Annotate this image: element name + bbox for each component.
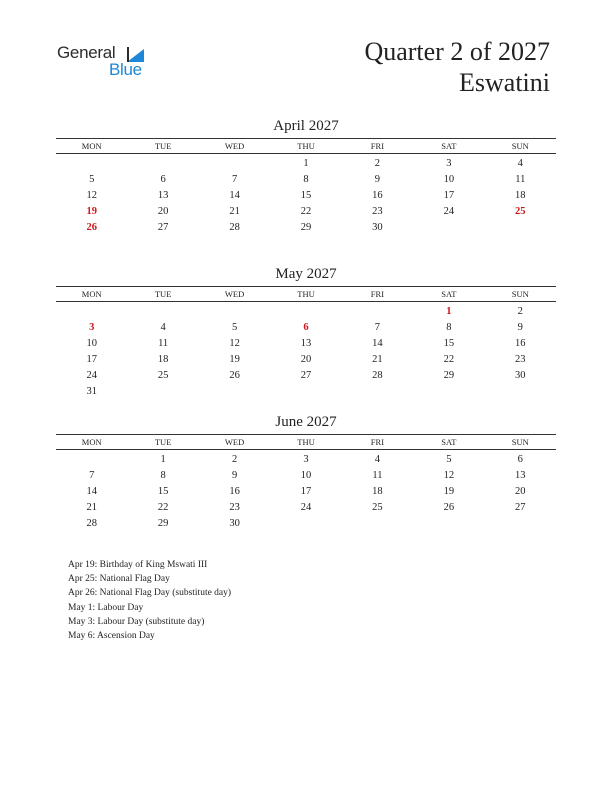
- day-cell: 18: [157, 354, 169, 365]
- day-cell: 27: [300, 370, 312, 381]
- empty-cell: [342, 304, 413, 320]
- day-cell: 25: [372, 502, 383, 513]
- empty-cell: [270, 384, 341, 400]
- day-cell: 2: [374, 158, 381, 169]
- weekday-label: WED: [224, 289, 245, 299]
- day-cell: 17: [443, 190, 455, 201]
- logo-text-blue: Blue: [109, 60, 142, 79]
- weekday-label: SAT: [441, 289, 457, 299]
- empty-cell: [413, 516, 484, 532]
- week-row: [56, 468, 556, 484]
- weekday-label: THU: [297, 141, 315, 151]
- weekday-label: SUN: [511, 289, 529, 299]
- week-row: [56, 500, 556, 516]
- day-cell: 21: [86, 502, 97, 513]
- holiday-note: May 6: Ascension Day: [68, 631, 155, 642]
- holiday-notes: [68, 558, 231, 643]
- weekday-label: THU: [297, 437, 315, 447]
- month-may: [56, 264, 556, 400]
- day-cell: 6: [160, 174, 166, 185]
- day-cell: 11: [158, 338, 169, 349]
- day-cell: 19: [443, 486, 455, 497]
- empty-cell: [56, 452, 127, 468]
- day-cell: 8: [303, 174, 309, 185]
- day-cell: 5: [231, 322, 238, 333]
- weekday-label: FRI: [370, 437, 385, 447]
- day-cell: 22: [300, 206, 312, 217]
- day-cell: 20: [515, 486, 526, 497]
- day-cell: 15: [443, 338, 455, 349]
- week-row: [56, 368, 556, 384]
- day-cell: 19: [229, 354, 240, 365]
- day-cell: 21: [372, 354, 383, 365]
- day-cell: 18: [515, 190, 526, 201]
- weekday-label: TUE: [154, 141, 172, 151]
- calendar-grid: [56, 304, 556, 400]
- empty-cell: [413, 220, 484, 236]
- day-cell: 24: [443, 206, 455, 217]
- holiday-note: Apr 19: Birthday of King Mswati III: [68, 560, 208, 570]
- day-cell: 8: [446, 322, 452, 333]
- day-cell: 26: [229, 370, 240, 381]
- week-row: [56, 156, 556, 172]
- empty-cell: [56, 304, 127, 320]
- quarter-title: Quarter 2 of 2027: [364, 37, 550, 66]
- logo-text-general: General: [57, 43, 116, 62]
- day-cell: 3: [446, 158, 452, 169]
- week-row: [56, 516, 556, 532]
- week-row: [56, 452, 556, 468]
- week-row: [56, 172, 556, 188]
- holiday-day-cell: 3: [89, 322, 95, 333]
- holiday-note: Apr 25: National Flag Day: [68, 574, 170, 585]
- day-cell: 16: [515, 338, 526, 349]
- day-cell: 18: [372, 486, 383, 497]
- day-cell: 25: [157, 370, 169, 381]
- weekday-label: MON: [81, 289, 102, 299]
- empty-cell: [485, 516, 556, 532]
- day-cell: 13: [300, 338, 312, 349]
- empty-cell: [485, 384, 556, 400]
- day-cell: 31: [86, 386, 97, 397]
- day-cell: 6: [517, 454, 523, 465]
- day-cell: 5: [89, 174, 95, 185]
- day-cell: 4: [374, 454, 381, 465]
- day-cell: 3: [303, 454, 309, 465]
- day-cell: 24: [86, 370, 97, 381]
- month-title: June 2027: [275, 414, 337, 430]
- weekday-label: SAT: [441, 141, 457, 151]
- weekday-label: SAT: [441, 437, 457, 447]
- day-cell: 16: [229, 486, 240, 497]
- holiday-day-cell: 1: [446, 306, 452, 317]
- day-cell: 4: [160, 322, 166, 333]
- calendar-grid: [56, 452, 556, 532]
- day-cell: 12: [443, 470, 455, 481]
- day-cell: 22: [157, 502, 169, 513]
- empty-cell: [485, 220, 556, 236]
- day-cell: 12: [229, 338, 240, 349]
- weekday-label: WED: [224, 141, 245, 151]
- weekday-label: MON: [81, 141, 102, 151]
- day-cell: 17: [300, 486, 312, 497]
- day-cell: 10: [86, 338, 97, 349]
- day-cell: 24: [300, 502, 312, 513]
- day-cell: 23: [229, 502, 240, 513]
- weekday-label: FRI: [370, 289, 385, 299]
- brand-logo: [57, 43, 157, 83]
- week-row: [56, 384, 556, 400]
- week-row: [56, 188, 556, 204]
- week-row: [56, 352, 556, 368]
- day-cell: 20: [157, 206, 169, 217]
- week-row: [56, 320, 556, 336]
- empty-cell: [127, 156, 198, 172]
- day-cell: 10: [443, 174, 455, 185]
- empty-cell: [127, 304, 198, 320]
- day-cell: 30: [515, 370, 526, 381]
- holiday-day-cell: 6: [303, 322, 309, 333]
- day-cell: 14: [372, 338, 383, 349]
- day-cell: 14: [229, 190, 240, 201]
- day-cell: 5: [446, 454, 452, 465]
- empty-cell: [56, 156, 127, 172]
- day-cell: 22: [443, 354, 455, 365]
- page-title: [364, 36, 550, 98]
- day-cell: 14: [86, 486, 97, 497]
- day-cell: 2: [517, 306, 523, 317]
- month-april: [56, 116, 556, 236]
- day-cell: 7: [89, 470, 95, 481]
- day-cell: 9: [231, 470, 238, 481]
- day-cell: 13: [157, 190, 169, 201]
- day-cell: 15: [300, 190, 312, 201]
- day-cell: 20: [300, 354, 312, 365]
- calendar-grid: [56, 156, 556, 236]
- weekday-header: [56, 286, 556, 302]
- day-cell: 27: [515, 502, 526, 513]
- empty-cell: [270, 516, 341, 532]
- day-cell: 28: [372, 370, 383, 381]
- empty-cell: [413, 384, 484, 400]
- empty-cell: [342, 384, 413, 400]
- day-cell: 29: [300, 222, 312, 233]
- month-title: May 2027: [275, 266, 337, 282]
- day-cell: 21: [229, 206, 240, 217]
- weekday-label: MON: [81, 437, 102, 447]
- week-row: [56, 484, 556, 500]
- holiday-note: Apr 26: National Flag Day (substitute day): [68, 588, 232, 599]
- weekday-header: [56, 434, 556, 450]
- week-row: [56, 220, 556, 236]
- empty-cell: [342, 516, 413, 532]
- day-cell: 28: [229, 222, 240, 233]
- day-cell: 29: [157, 518, 169, 529]
- holiday-note: May 3: Labour Day (substitute day): [68, 616, 205, 627]
- empty-cell: [199, 384, 270, 400]
- empty-cell: [270, 304, 341, 320]
- weekday-label: THU: [297, 289, 315, 299]
- weekday-label: FRI: [370, 141, 385, 151]
- weekday-label: SUN: [511, 141, 529, 151]
- holiday-day-cell: 19: [86, 206, 97, 217]
- day-cell: 9: [374, 174, 381, 185]
- week-row: [56, 204, 556, 220]
- weekday-label: SUN: [511, 437, 529, 447]
- day-cell: 11: [515, 174, 526, 185]
- weekday-label: WED: [224, 437, 245, 447]
- day-cell: 7: [374, 322, 381, 333]
- day-cell: 15: [157, 486, 169, 497]
- day-cell: 23: [372, 206, 383, 217]
- day-cell: 30: [372, 222, 383, 233]
- empty-cell: [199, 156, 270, 172]
- day-cell: 8: [160, 470, 166, 481]
- day-cell: 26: [443, 502, 455, 513]
- day-cell: 1: [160, 454, 166, 465]
- week-row: [56, 336, 556, 352]
- day-cell: 12: [86, 190, 97, 201]
- day-cell: 16: [372, 190, 383, 201]
- weekday-label: TUE: [154, 437, 172, 447]
- day-cell: 30: [229, 518, 240, 529]
- day-cell: 1: [303, 158, 309, 169]
- day-cell: 28: [86, 518, 97, 529]
- month-title: April 2027: [273, 118, 339, 134]
- day-cell: 29: [443, 370, 455, 381]
- empty-cell: [199, 304, 270, 320]
- day-cell: 10: [300, 470, 312, 481]
- country-title: Eswatini: [459, 68, 550, 97]
- day-cell: 11: [372, 470, 383, 481]
- day-cell: 27: [157, 222, 169, 233]
- day-cell: 13: [515, 470, 526, 481]
- day-cell: 4: [517, 158, 523, 169]
- month-june: [56, 412, 556, 532]
- day-cell: 2: [231, 454, 238, 465]
- day-cell: 23: [515, 354, 526, 365]
- holiday-day-cell: 26: [86, 222, 97, 233]
- weekday-label: TUE: [154, 289, 172, 299]
- day-cell: 7: [231, 174, 238, 185]
- holiday-note: May 1: Labour Day: [68, 602, 144, 613]
- day-cell: 9: [517, 322, 523, 333]
- holiday-day-cell: 25: [515, 206, 526, 217]
- week-row: [56, 304, 556, 320]
- day-cell: 17: [86, 354, 97, 365]
- weekday-header: [56, 138, 556, 154]
- empty-cell: [127, 384, 198, 400]
